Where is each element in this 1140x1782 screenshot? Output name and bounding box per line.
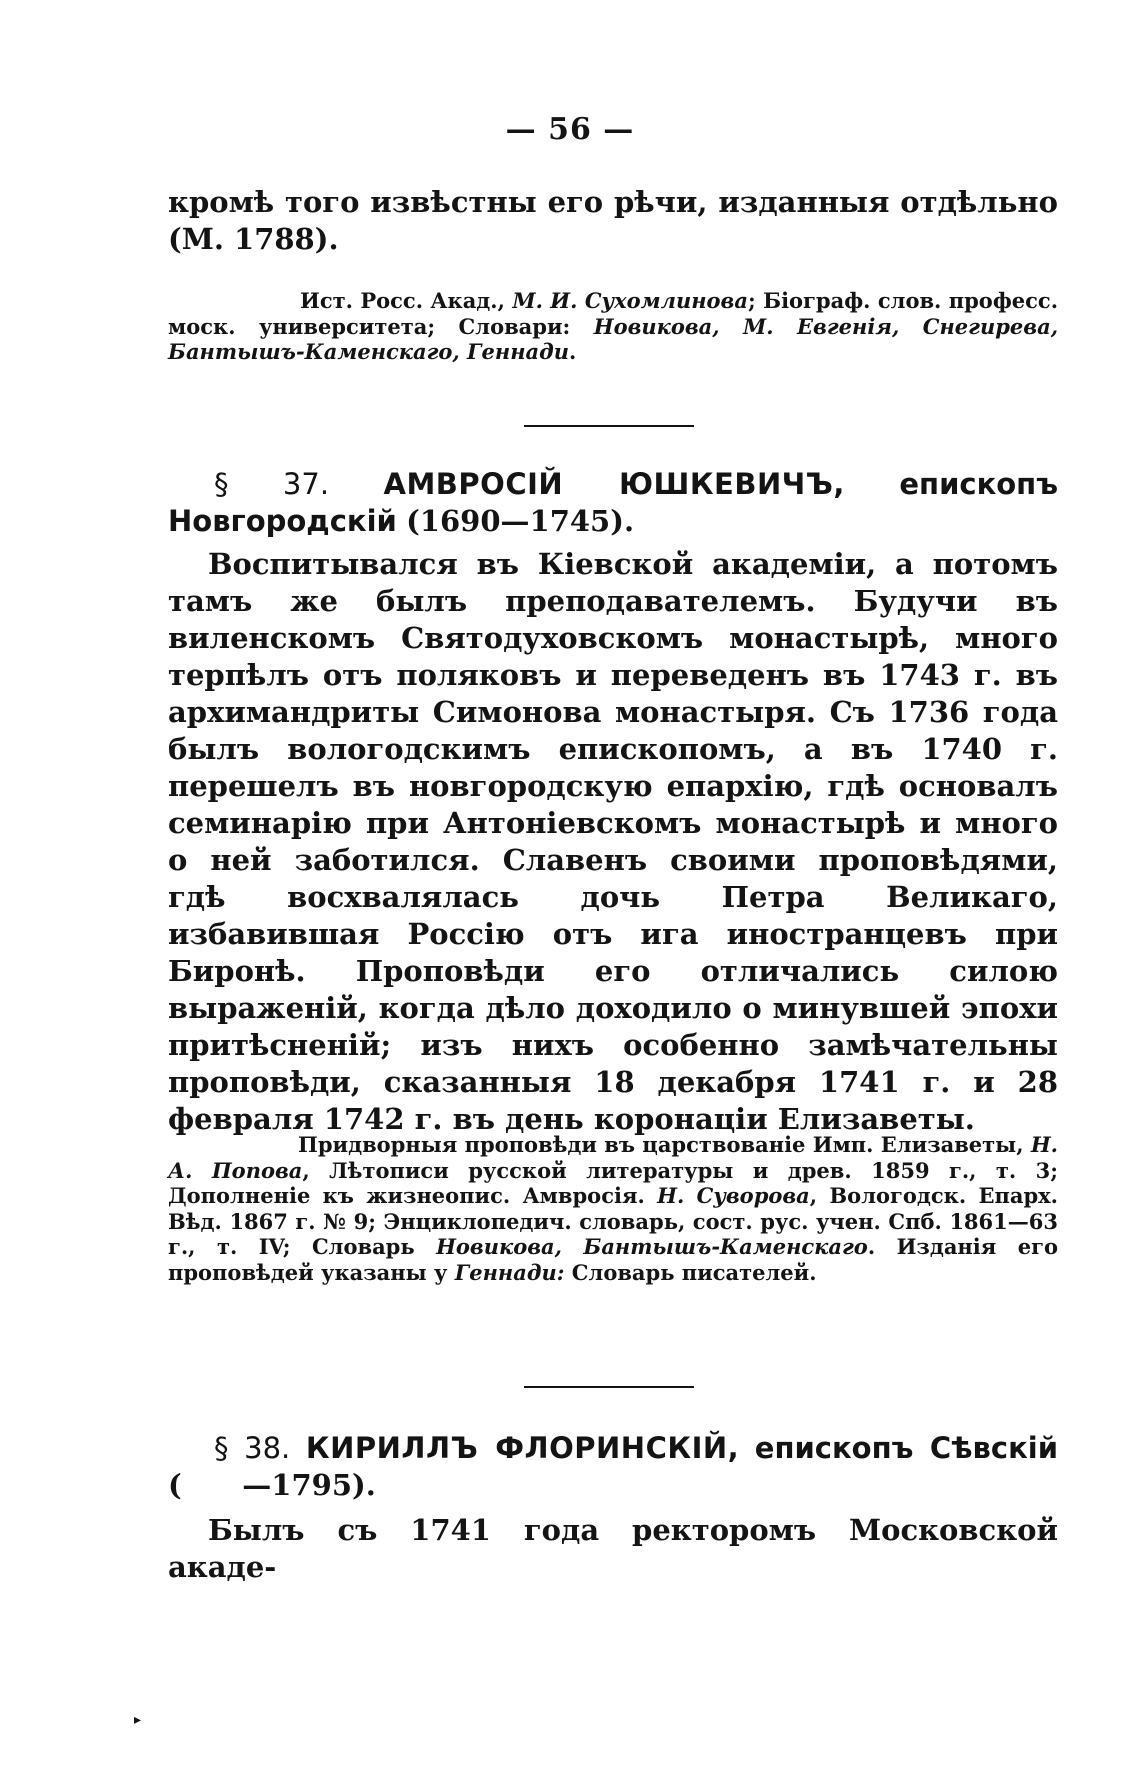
page-number: — 56 — bbox=[505, 112, 635, 147]
section-37-heading-block bbox=[168, 466, 1058, 540]
section-37-body: Воспитывался въ Кіевской академіи, а потомъ тамъ же былъ преподавателемъ. Будучи въ виленскомъ Святодуховскомъ монастырѣ, много терпѣлъ отъ поляковъ и переведенъ въ 1743 г. въ архимандриты Симонова монастыря. Съ 1736 года былъ вологодскимъ епископомъ, а въ 1740 г. перешелъ въ новгородскую епархію, гдѣ основалъ семинарію при Антоніевскомъ монастырѣ и много о ней заботился. Славенъ своими проповѣдями, гдѣ восхвалялась дочь Петра Великаго, избавившая Россію отъ ига иностранцевъ при Биронѣ. Проповѣди его отличались силою выраженій, когда дѣло доходило о минувшей эпохи притѣсненій; изъ нихъ особенно замѣчательны проповѣди, сказанныя 18 декабря 1741 г. и 28 февраля 1742 г. въ день коронаціи Елизаветы. bbox=[168, 547, 1058, 1136]
note2-author-1: Н. А. Попова bbox=[168, 1132, 1058, 1183]
note2-author-4: Геннади: bbox=[454, 1259, 565, 1285]
intro-paragraph-block bbox=[168, 184, 1058, 258]
note1-authors-2: Новикова, М. Евгенія, Снегирева, Бантышъ-Каменскаго, Геннади bbox=[168, 313, 1058, 364]
note2-authors-3: Новикова, Бантышъ-Каменскаго bbox=[436, 1234, 868, 1259]
note1-plain-2: ; Біограф. слов. професс. моск. университета; Словари: bbox=[168, 288, 1059, 339]
section-37-heading bbox=[168, 466, 1058, 540]
section-37-number: § 37. bbox=[214, 467, 330, 501]
bibliography-note-2-text bbox=[168, 1132, 1058, 1285]
section-38-name: КИРИЛЛЪ ФЛОРИНСКІЙ, bbox=[305, 1431, 740, 1465]
section-38-heading bbox=[168, 1430, 1058, 1504]
section-38-dates: ( —1795). bbox=[168, 1468, 376, 1502]
section-38-title: епископъ Сѣвскій bbox=[754, 1431, 1059, 1465]
note2-plain-4: . Изданія его проповѣдей указаны у bbox=[168, 1234, 1058, 1285]
section-38-body: Былъ съ 1741 года ректоромъ Московской акаде- bbox=[168, 1513, 1058, 1584]
intro-paragraph: кромѣ того извѣстны его рѣчи, изданныя отдѣльно (М. 1788). bbox=[168, 185, 1058, 256]
section-37-body-block bbox=[168, 546, 1058, 1138]
note2-plain-2: , Лѣтописи русской литературы и древ. 1859 г., т. 3; Дополненіе къ жизнеопис. Амвросія. bbox=[168, 1157, 1059, 1208]
section-38-body-block bbox=[168, 1512, 1058, 1586]
section-37-title: епископъ Новгородскій bbox=[168, 467, 1059, 538]
bibliography-note-1-text bbox=[168, 288, 1058, 365]
note1-plain-3: . bbox=[569, 339, 577, 364]
note1-plain-1: Ист. Росс. Акад., bbox=[300, 288, 513, 313]
note2-plain-1: Придворныя проповѣди въ царствованіе Имп. Елизаветы, bbox=[298, 1132, 1031, 1157]
section-38-heading-block bbox=[168, 1430, 1058, 1504]
section-divider-1 bbox=[524, 425, 694, 427]
section-37-dates: (1690—1745). bbox=[406, 504, 635, 538]
bibliography-note-1 bbox=[168, 288, 1058, 365]
section-38-number: § 38. bbox=[214, 1431, 291, 1465]
note2-plain-3: , Вологодск. Епарх. Вѣд. 1867 г. № 9; Энциклопедич. словарь, сост. рус. учен. Спб. 1861—63 г., т. IV; Словарь bbox=[168, 1183, 1058, 1259]
note2-plain-5: Словарь писателей. bbox=[564, 1259, 817, 1285]
section-37-name: АМВРОСІЙ ЮШКЕВИЧЪ, bbox=[383, 467, 845, 501]
printer-mark-icon: ▸ bbox=[134, 1712, 142, 1728]
bibliography-note-2 bbox=[168, 1132, 1058, 1285]
section-divider-2 bbox=[524, 1386, 694, 1388]
note2-author-2: Н. Суворова bbox=[657, 1183, 810, 1208]
note1-author-1: М. И. Сухомлинова bbox=[512, 288, 748, 313]
